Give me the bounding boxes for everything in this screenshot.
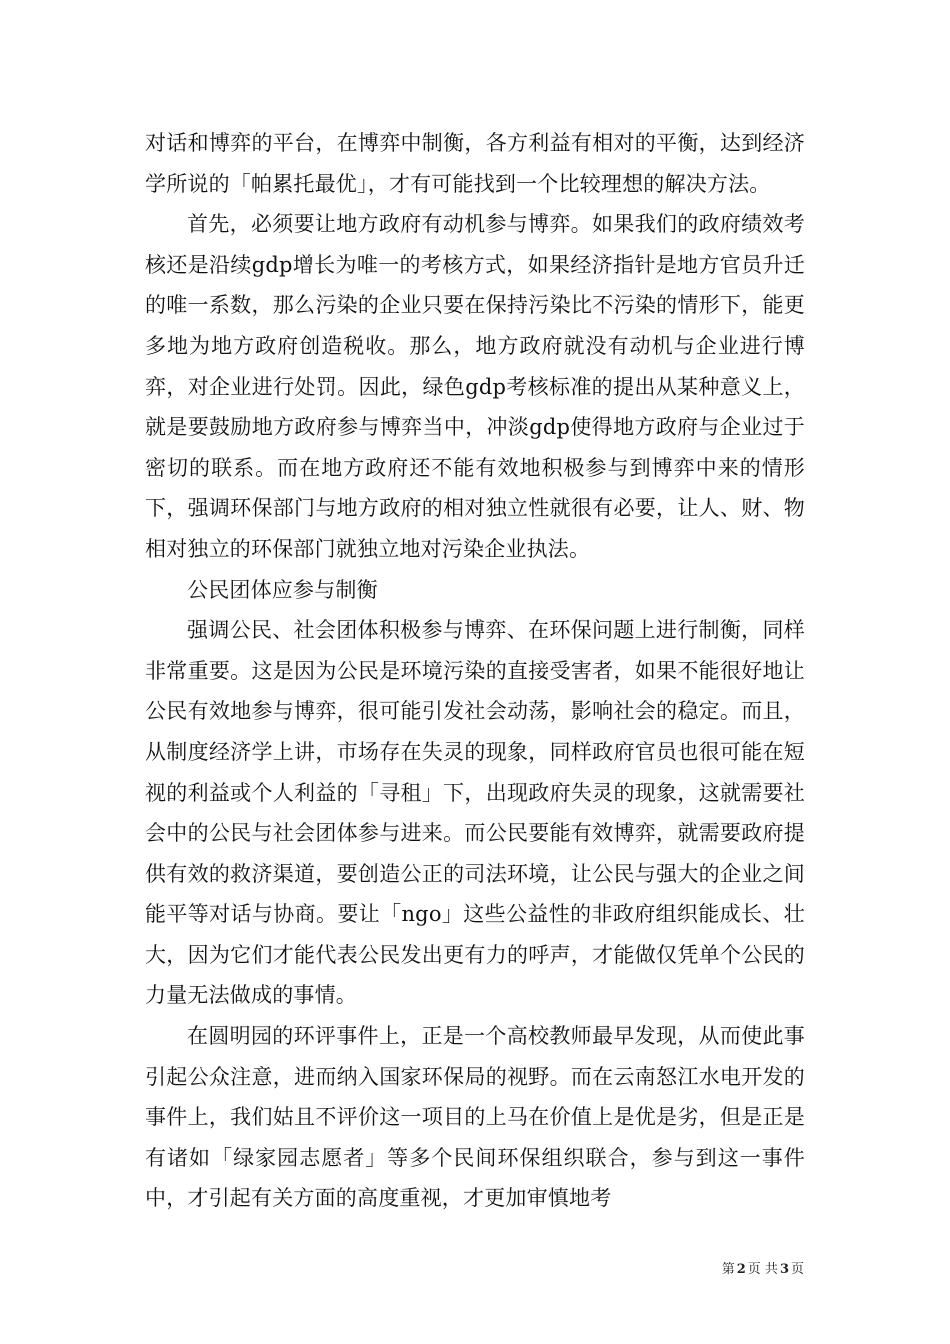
paragraph-2: 首先，必须要让地方政府有动机参与博弈。如果我们的政府绩效考核还是沿续gdp增长为唯一的考核方式，如果经济指针是地方官员升迁的唯一系数，那么污染的企业只要在保持污染比不污染的情形下，能更多地为地方政府创造税收。那么，地方政府就没有动机与企业进行博弈，对企业进行处罚。因此，绿色gdp考核标准的提出从某种意义上，就是要鼓励地方政府参与博弈当中，冲淡gdp使得地方政府与企业过于密切的联系。而在地方政府还不能有效地积极参与到博弈中来的情形下，强调环保部门与地方政府的相对独立性就很有必要，让人、财、物相对独立的环保部门就独立地对污染企业执法。 xyxy=(145,212,805,561)
paragraph-4: 在圆明园的环评事件上，正是一个高校教师最早发现，从而使此事引起公众注意，进而纳入国家环保局的视野。而在云南怒江水电开发的事件上，我们姑且不评价这一项目的上马在价值上是优是劣，但是正是有诸如「绿家园志愿者」等多个民间环保组织联合，参与到这一事件中，才引起有关方面的高度重视，才更加审慎地考 xyxy=(145,1024,805,1211)
paragraph-1: 对话和博弈的平台，在博弈中制衡，各方利益有相对的平衡，达到经济学所说的「帕累托最优」，才有可能找到一个比较理想的解决方法。 xyxy=(145,131,805,196)
footer-middle: 页 共 xyxy=(747,1262,778,1277)
paragraph-3: 强调公民、社会团体积极参与博弈、在环保问题上进行制衡，同样非常重要。这是因为公民是环境污染的直接受害者，如果不能很好地让公民有效地参与博弈，很可能引发社会动荡，影响社会的稳定。而且，从制度经济学上讲，市场存在失灵的现象，同样政府官员也很可能在短视的利益或个人利益的「寻租」下，出现政府失灵的现象，这就需要社会中的公民与社会团体参与进来。而公民要能有效博弈，就需要政府提供有效的救济渠道，要创造公正的司法环境，让公民与强大的企业之间能平等对话与协商。要让「ngo」这些公益性的非政府组织能成长、壮大，因为它们才能代表公民发出更有力的呼声，才能做仅凭单个公民的力量无法做成的事情。 xyxy=(145,618,805,1008)
footer-suffix: 页 xyxy=(790,1262,804,1277)
footer-current-page: 2 xyxy=(736,1262,746,1277)
footer-prefix: 第 xyxy=(721,1262,735,1277)
footer-total-pages: 3 xyxy=(779,1262,789,1277)
body-text xyxy=(145,123,805,1219)
section-heading: 公民团体应参与制衡 xyxy=(187,577,378,602)
page-footer xyxy=(722,1262,804,1278)
